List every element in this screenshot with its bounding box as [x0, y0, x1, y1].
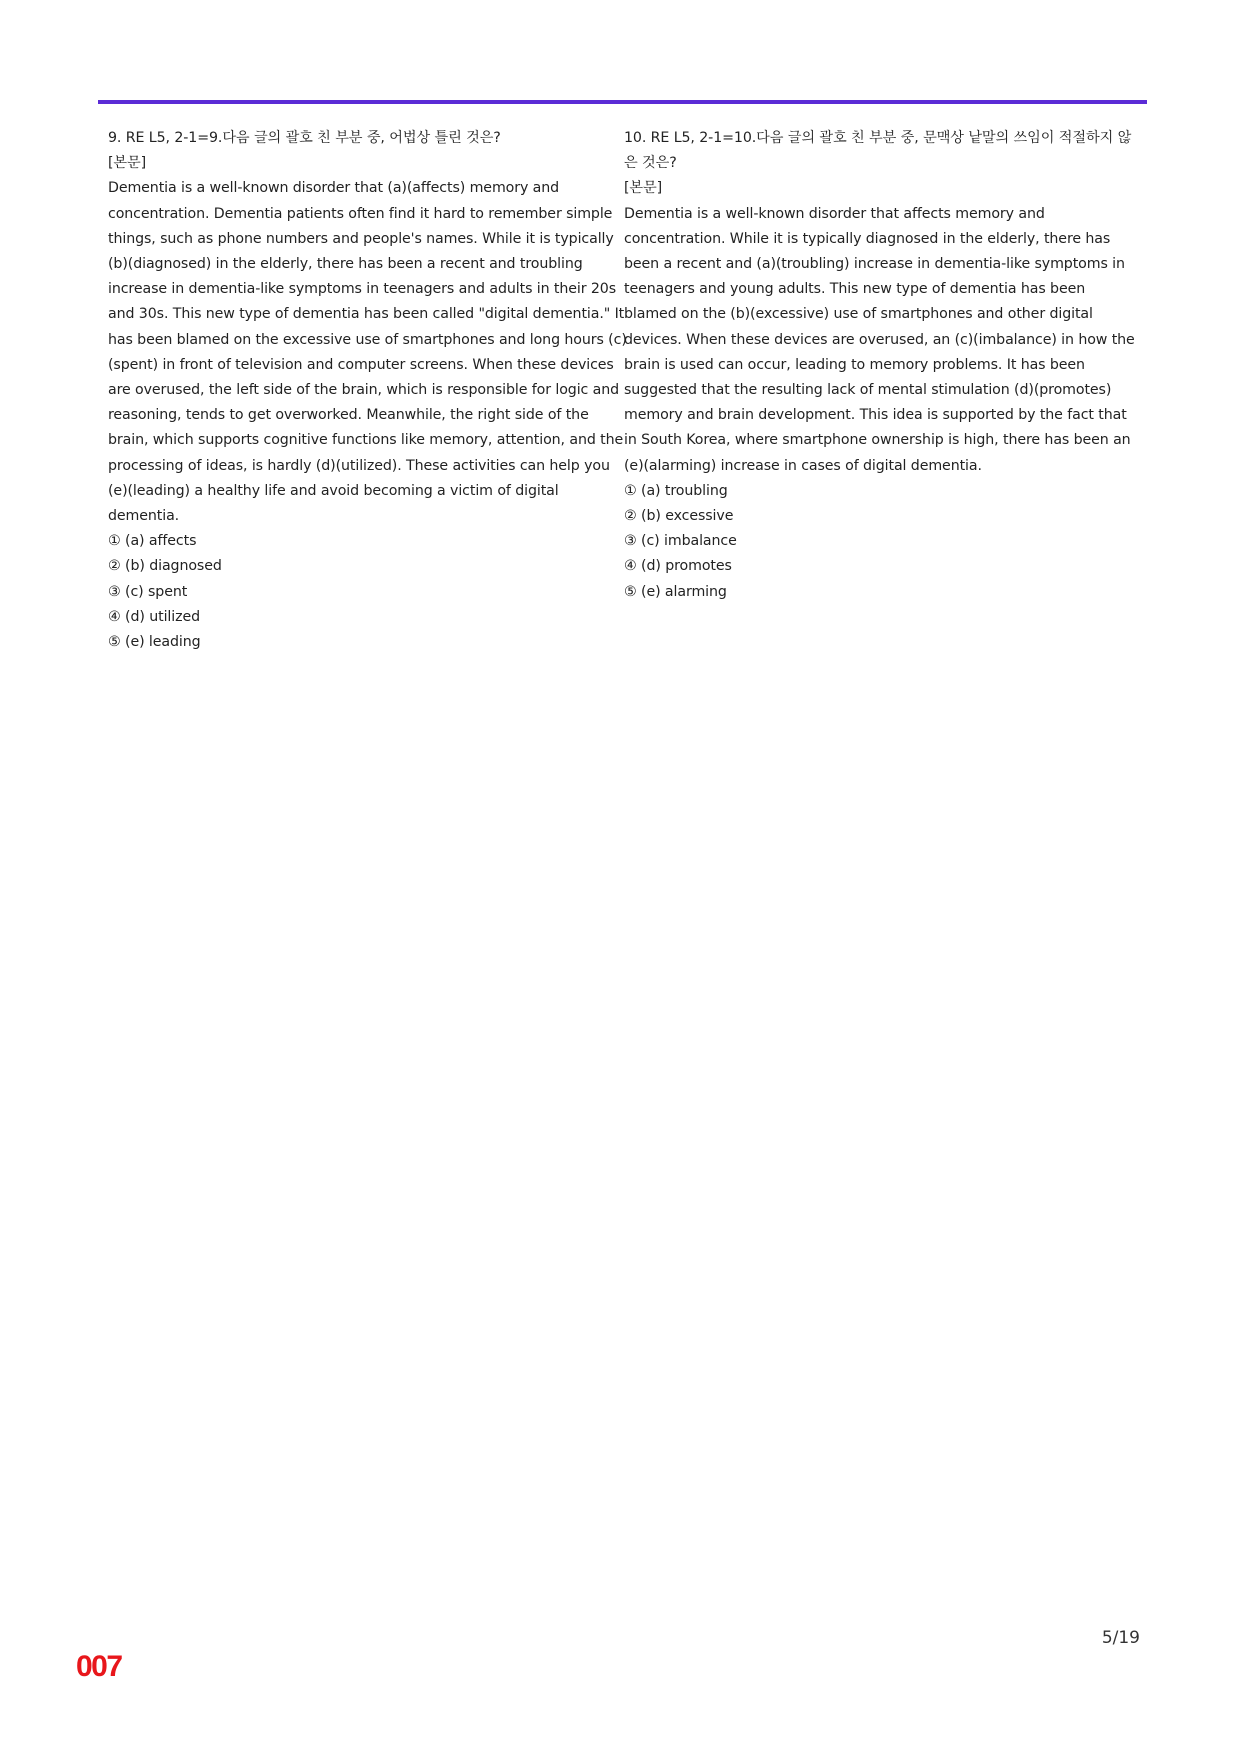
answer-option[interactable]: ③ (c) imbalance	[624, 533, 737, 550]
answer-options	[108, 529, 628, 655]
answer-option[interactable]: ② (b) excessive	[624, 508, 734, 525]
question-passage: Dementia is a well-known disorder that (a)(affects) memory and concentration. Dementia patients often find it hard to remember simple things, such as phone numbers and people's names. While it is typically (b)(diagnosed) in the elderly, there has been a recent and troubling increase in dementia-like symptoms in teenagers and adults in their 20s and 30s. This new type of dementia has been called "digital dementia." It has been blamed on the excessive use of smartphones and long hours (c)(spent) in front of television and computer screens. When these devices are overused, the left side of the brain, which is responsible for logic and reasoning, tends to get overworked. Meanwhile, the right side of the brain, which supports cognitive functions like memory, attention, and the processing of ideas, is hardly (d)(utilized). These activities can help you (e)(leading) a healthy life and avoid becoming a victim of digital dementia.	[108, 180, 627, 525]
answer-option[interactable]: ① (a) affects	[108, 533, 197, 550]
answer-option[interactable]: ⑤ (e) leading	[108, 634, 201, 651]
question-9	[108, 126, 628, 655]
question-title: 9. RE L5, 2-1=9.다음 글의 괄호 친 부분 중, 어법상 틀린 것은?	[108, 130, 501, 146]
answer-options	[624, 479, 1138, 605]
answer-option[interactable]: ④ (d) promotes	[624, 558, 732, 575]
answer-option[interactable]: ④ (d) utilized	[108, 608, 200, 625]
section-label: [본문]	[108, 155, 147, 172]
question-10	[624, 126, 1138, 605]
answer-option[interactable]: ⑤ (e) alarming	[624, 583, 727, 600]
brand-logo: 007	[76, 1650, 122, 1683]
answer-option[interactable]: ③ (c) spent	[108, 583, 188, 600]
page-number: 5/19	[1101, 1628, 1140, 1648]
question-title: 10. RE L5, 2-1=10.다음 글의 괄호 친 부분 중, 문맥상 낱말의 쓰임이 적절하지 않은 것은?	[624, 130, 1132, 172]
answer-option[interactable]: ① (a) troubling	[624, 482, 728, 499]
section-label: [본문]	[624, 180, 663, 197]
question-passage: Dementia is a well-known disorder that affects memory and concentration. While it is typically diagnosed in the elderly, there has been a recent and (a)(troubling) increase in dementia-like symptoms in teenagers and young adults. This new type of dementia has been blamed on the (b)(excessive) use of smartphones and other digital devices. When these devices are overused, an (c)(imbalance) in how the brain is used can occur, leading to memory problems. It has been suggested that the resulting lack of mental stimulation (d)(promotes) memory and brain development. This idea is supported by the fact that in South Korea, where smartphone ownership is high, there has been an (e)(alarming) increase in cases of digital dementia.	[624, 205, 1135, 474]
header-rule	[98, 100, 1147, 104]
answer-option[interactable]: ② (b) diagnosed	[108, 558, 222, 575]
